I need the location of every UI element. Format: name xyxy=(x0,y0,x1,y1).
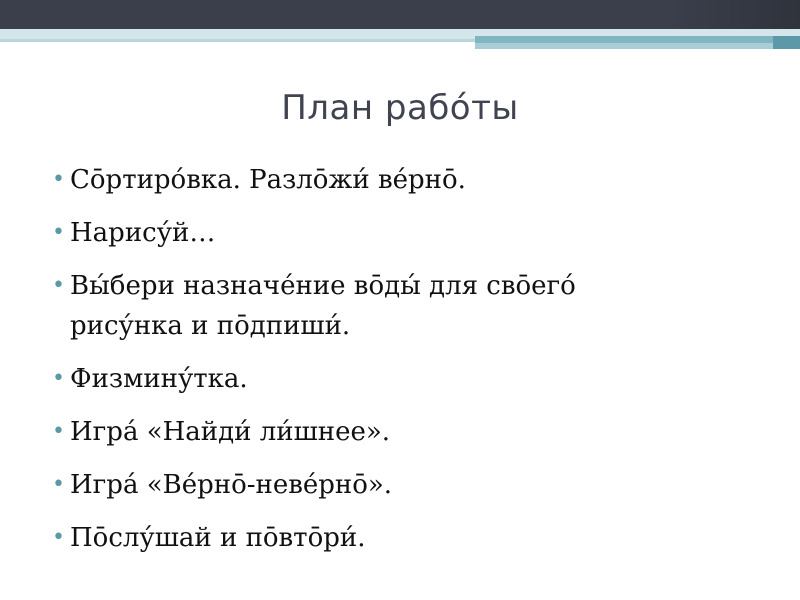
list-item-text: Игра́ «Найди́ ли́шнее». xyxy=(70,417,391,447)
bullet-icon: • xyxy=(52,366,65,391)
list-item xyxy=(52,518,752,558)
list-item-text: Вы́бери назначе́ние во̄ды́ для сво̄его́ рису́нка и по̄дпиши́. xyxy=(70,271,576,341)
list-item xyxy=(52,266,752,346)
bullet-icon: • xyxy=(52,220,65,245)
list-item-text: По̄слу́шай и по̄вто̄ри́. xyxy=(70,523,366,553)
slide-title: План рабо́ты xyxy=(281,88,519,128)
list-item-text: Физмину́тка. xyxy=(70,364,248,394)
list-item-text: Нарису́й… xyxy=(70,218,216,248)
header-accent-bar xyxy=(475,36,800,43)
list-item xyxy=(52,213,752,253)
list-item xyxy=(52,465,752,505)
list-item xyxy=(52,160,752,200)
header-accent-tick xyxy=(773,36,800,49)
list-item xyxy=(52,359,752,399)
bullet-icon: • xyxy=(52,167,65,192)
list-item xyxy=(52,412,752,452)
bullet-icon: • xyxy=(52,525,65,550)
bullet-icon: • xyxy=(52,419,65,444)
list-item-text: Со̄ртиро́вка. Разло̄жи́ ве́рно̄. xyxy=(70,165,466,195)
list-item-text: Игра́ «Ве́рно̄-неве́рно̄». xyxy=(70,470,393,500)
bullet-icon: • xyxy=(52,472,65,497)
header-accent-bar-lower xyxy=(475,43,800,49)
bullet-list xyxy=(52,160,752,571)
header-band-fade xyxy=(670,0,800,29)
bullet-icon: • xyxy=(52,273,65,298)
